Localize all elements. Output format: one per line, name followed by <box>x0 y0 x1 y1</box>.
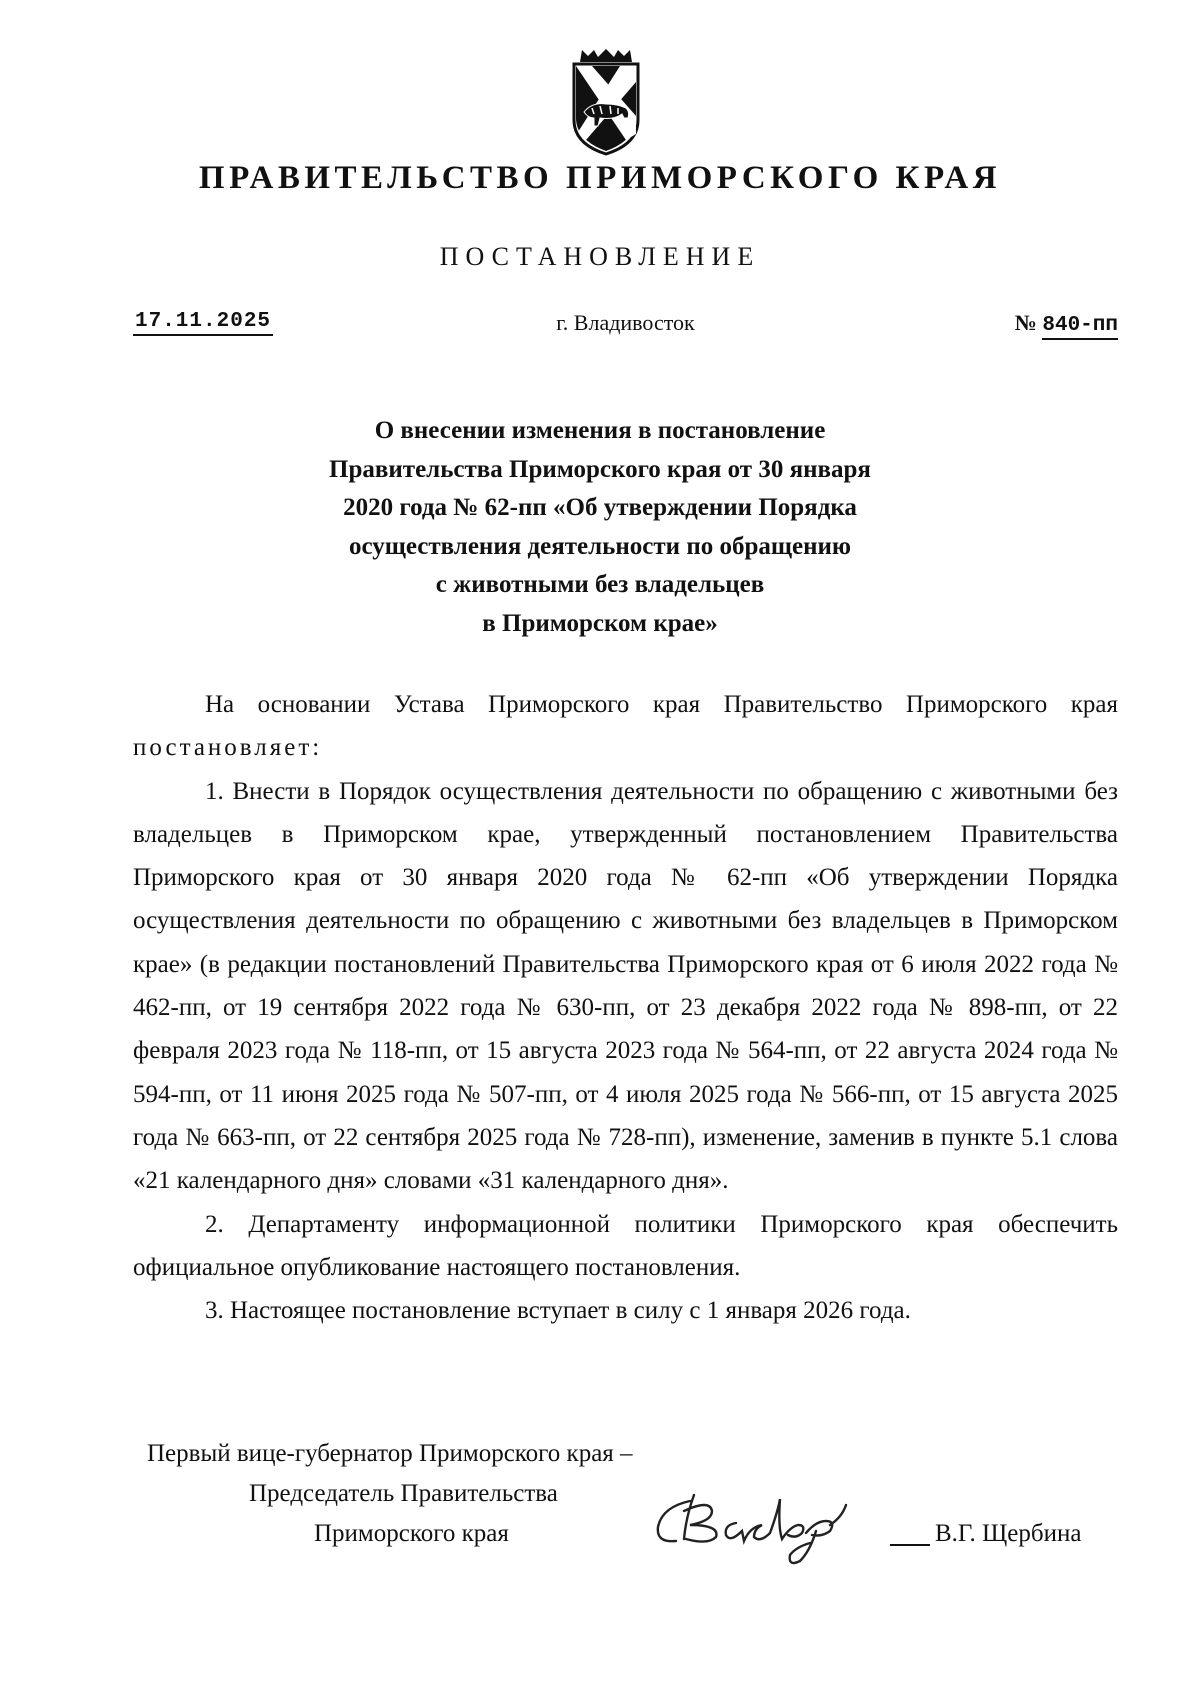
document-meta-row <box>133 310 1118 344</box>
number-sign: № <box>1014 310 1037 335</box>
signatory-position-line-3: Приморского края <box>314 1520 509 1547</box>
clause-3: 3. Настоящее постановление вступает в силу с 1 января 2026 года. <box>205 1297 911 1325</box>
heading-line: в Приморском крае» <box>482 609 718 637</box>
preamble-paragraph <box>133 683 1118 770</box>
clause-2: 2. Департаменту информационной политики Приморского края обеспечить официальное опубликование настоящего постановления. <box>133 1210 1118 1281</box>
preamble-text: На основании Устава Приморского края Правительство Приморского края <box>205 691 1118 718</box>
handwritten-signature <box>650 1481 855 1566</box>
document-number-value: 840-пп <box>1042 314 1118 340</box>
signature-block <box>0 1440 1200 1560</box>
document-city: г. Владивосток <box>556 310 695 335</box>
clause-1: 1. Внести в Порядок осуществления деятельности по обращению с животными без владельцев в Приморском крае, утвержденный постановлением Правительства Приморского края от 30 января 2020 года № 62-пп «Об утверждении Порядка осуществления деятельности по обращению с животными без владельцев в Приморском крае» (в редакции постановлений Правительства Приморского края от 6 июля 2022 года № 462-пп, от 19 сентября 2022 года № 630-пп, от 23 декабря 2022 года № 898-пп, от 22 февраля 2023 года № 118-пп, от 15 августа 2023 года № 564-пп, от 22 августа 2024 года № 594-пп, от 11 июня 2025 года № 507-пп, от 4 июля 2025 года № 566-пп, от 15 августа 2025 года № 663-пп, от 22 сентября 2025 года № 728-пп), изменение, заменив в пункте 5.1 слова «21 календарного дня» словами «31 календарного дня». <box>133 777 1118 1195</box>
document-heading <box>230 412 970 643</box>
signatory-position-line-2: Председатель Правительства <box>249 1480 558 1507</box>
heading-line: О внесении изменения в постановление <box>374 417 826 444</box>
signature-dash <box>890 1544 930 1546</box>
heading-line: осуществления деятельности по обращению <box>348 532 852 560</box>
heading-line: с животными без владельцев <box>435 571 765 598</box>
heading-line: Правительства Приморского края от 30 января <box>329 455 871 483</box>
document-body <box>133 683 1118 1332</box>
signatory-position-line-1: Первый вице-губернатор Приморского края – <box>147 1440 633 1467</box>
resolves-word: постановляет: <box>133 734 323 762</box>
document-number <box>1015 310 1118 337</box>
government-name: ПРАВИТЕЛЬСТВО ПРИМОРСКОГО КРАЯ <box>198 160 1002 196</box>
document-date: 17.11.2025 <box>133 310 273 336</box>
heading-line: 2020 года № 62-пп «Об утверждении Порядка <box>343 494 857 521</box>
document-type: ПОСТАНОВЛЕНИЕ <box>439 242 761 271</box>
signatory-name: В.Г. Щербина <box>935 1520 1082 1547</box>
coat-of-arms-icon <box>570 48 642 156</box>
